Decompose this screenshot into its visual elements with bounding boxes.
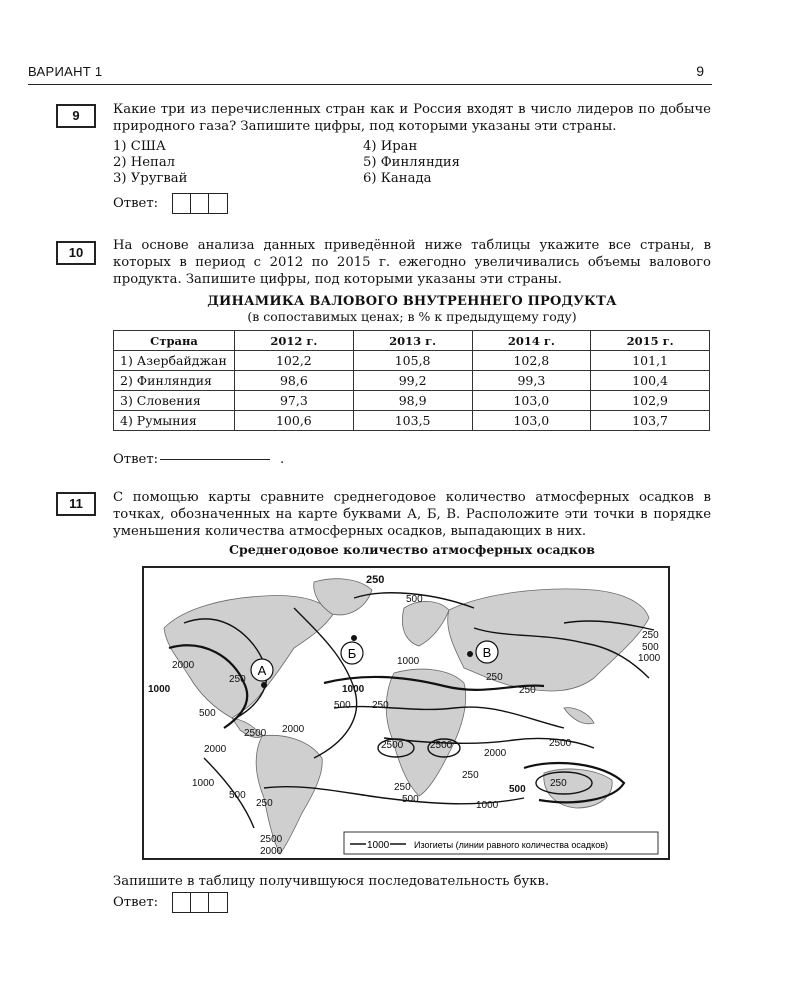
q9-answer-cell[interactable] — [209, 194, 227, 213]
isoline-label-500: 500 — [509, 784, 526, 795]
question-number-11: 11 — [56, 492, 96, 516]
question-number-10: 10 — [56, 241, 96, 265]
map-canvas — [144, 568, 668, 858]
q9-option-1: 1) США — [113, 139, 166, 154]
isoline-label-500: 500 — [229, 790, 246, 801]
q11-answer-cell[interactable] — [191, 893, 209, 912]
isoline-label-1000: 1000 — [397, 656, 420, 667]
isoline-label-2000: 2000 — [484, 748, 507, 759]
point-v-label: В — [482, 645, 492, 660]
country-cell: 2) Финляндия — [114, 371, 235, 391]
q9-option-3: 3) Уругвай — [113, 171, 188, 186]
isoline-label-250: 250 — [519, 685, 536, 696]
value-cell: 103,0 — [472, 411, 591, 431]
q9-option-2: 2) Непал — [113, 155, 176, 170]
isoline-label-250: 250 — [229, 674, 246, 685]
q11-answer-cell[interactable] — [209, 893, 227, 912]
isoline-label-2500: 2500 — [430, 740, 453, 751]
isoline-label-2000: 2000 — [204, 744, 227, 755]
question-9-text: Какие три из перечисленных стран как и Россия входят в число лидеров по добыче природного газа? Запишите цифры, под которыми указаны эти страны. — [113, 102, 711, 134]
table-row — [114, 351, 710, 371]
isoline-label-2000: 2000 — [282, 724, 305, 735]
table-header-row — [114, 331, 710, 351]
value-cell: 100,4 — [591, 371, 710, 391]
header-divider — [28, 84, 712, 85]
value-cell: 103,5 — [353, 411, 472, 431]
isoline-label-250: 250 — [394, 782, 411, 793]
table-row — [114, 371, 710, 391]
value-cell: 101,1 — [591, 351, 710, 371]
value-cell: 103,7 — [591, 411, 710, 431]
isoline-label-2000: 2000 — [172, 660, 195, 671]
table-title: ДИНАМИКА ВАЛОВОГО ВНУТРЕННЕГО ПРОДУКТА — [207, 294, 617, 309]
map-legend — [344, 832, 658, 854]
isoline-label-500: 500 — [402, 794, 419, 805]
map-title: Среднегодовое количество атмосферных осадков — [229, 542, 595, 557]
col-header-2015: 2015 г. — [591, 331, 710, 351]
value-cell: 97,3 — [235, 391, 354, 411]
legend-value: 1000 — [367, 840, 390, 851]
isoline-label-1000: 1000 — [342, 684, 365, 695]
point-b-marker — [351, 635, 357, 641]
question-10-text: На основе анализа данных приведённой ниже таблицы укажите все страны, в которых в период с 2012 по 2015 г. ежегодно увеличивались объемы валового продукта. Запишите цифры, под которыми указаны эти страны. — [113, 238, 711, 287]
isoline-label-2500: 2500 — [260, 834, 283, 845]
q10-answer-end: . — [280, 452, 285, 467]
isoline-label-500: 500 — [642, 642, 659, 653]
point-a-marker — [261, 682, 267, 688]
col-header-2014: 2014 г. — [472, 331, 591, 351]
value-cell: 103,0 — [472, 391, 591, 411]
isoline-label-500: 500 — [334, 700, 351, 711]
gdp-table — [113, 330, 710, 431]
q9-answer-boxes[interactable] — [172, 193, 228, 214]
point-b-label: Б — [347, 646, 357, 661]
isoline-label-250: 250 — [486, 672, 503, 683]
variant-label: ВАРИАНТ 1 — [28, 64, 103, 79]
value-cell: 99,2 — [353, 371, 472, 391]
asia — [448, 589, 649, 691]
islands — [564, 708, 594, 724]
col-header-2013: 2013 г. — [353, 331, 472, 351]
point-a-label: А — [257, 663, 267, 678]
q11-answer-boxes[interactable] — [172, 892, 228, 913]
isoline-label-250: 250 — [372, 700, 389, 711]
q9-answer-cell[interactable] — [173, 194, 191, 213]
q11-answer-cell[interactable] — [173, 893, 191, 912]
legend-text: Изогиеты (линии равного количества осадков) — [414, 840, 608, 850]
value-cell: 98,6 — [235, 371, 354, 391]
table-subtitle: (в сопоставимых ценах; в % к предыдущему году) — [247, 309, 577, 324]
value-cell: 99,3 — [472, 371, 591, 391]
col-header-2012: 2012 г. — [235, 331, 354, 351]
country-cell: 3) Словения — [114, 391, 235, 411]
q9-option-5: 5) Финляндия — [363, 155, 460, 170]
point-v-marker — [467, 651, 473, 657]
europe — [402, 601, 449, 646]
table-row — [114, 391, 710, 411]
table-row — [114, 411, 710, 431]
isoline-label-2500: 2500 — [381, 740, 404, 751]
isoline-label-2500: 2500 — [549, 738, 572, 749]
question-number-9: 9 — [56, 104, 96, 128]
isoline-label-250: 250 — [256, 798, 273, 809]
value-cell: 102,2 — [235, 351, 354, 371]
q11-answer-label: Ответ: — [113, 895, 159, 910]
value-cell: 102,9 — [591, 391, 710, 411]
page-number: 9 — [696, 63, 704, 79]
north-america — [164, 596, 334, 718]
value-cell: 98,9 — [353, 391, 472, 411]
isoline-label-1000: 1000 — [476, 800, 499, 811]
value-cell: 102,8 — [472, 351, 591, 371]
isoline-label-250: 250 — [550, 778, 567, 789]
q9-option-6: 6) Канада — [363, 171, 432, 186]
q9-answer-label: Ответ: — [113, 196, 159, 211]
isoline-label-1000: 1000 — [192, 778, 215, 789]
isoline-label-500: 500 — [406, 594, 423, 605]
q9-option-4: 4) Иран — [363, 139, 418, 154]
isoline-label-2500: 2500 — [244, 728, 267, 739]
question-11-text: С помощью карты сравните среднегодовое количество атмосферных осадков в точках, обозначенных на карте буквами А, Б, В. Расположите эти точки в порядке уменьшения количества атмосферных осадков, выпадающих в них. — [113, 490, 711, 539]
q10-answer-line[interactable] — [160, 459, 270, 460]
precipitation-map — [142, 566, 670, 860]
isoline-label-250: 250 — [366, 574, 385, 586]
country-cell: 1) Азербайджан — [114, 351, 235, 371]
country-cell: 4) Румыния — [114, 411, 235, 431]
q11-instruction: Запишите в таблицу получившуюся последовательность букв. — [113, 874, 550, 889]
col-header-country: Страна — [114, 331, 235, 351]
value-cell: 100,6 — [235, 411, 354, 431]
isoline-label-1000: 1000 — [148, 684, 171, 695]
value-cell: 105,8 — [353, 351, 472, 371]
isoline-label-2000: 2000 — [260, 846, 283, 857]
isoline-label-250: 250 — [462, 770, 479, 781]
isoline-label-250: 250 — [642, 630, 659, 641]
isoline-label-500: 500 — [199, 708, 216, 719]
q10-answer-label: Ответ: — [113, 452, 159, 467]
q9-answer-cell[interactable] — [191, 194, 209, 213]
isoline-label-1000: 1000 — [638, 653, 661, 664]
